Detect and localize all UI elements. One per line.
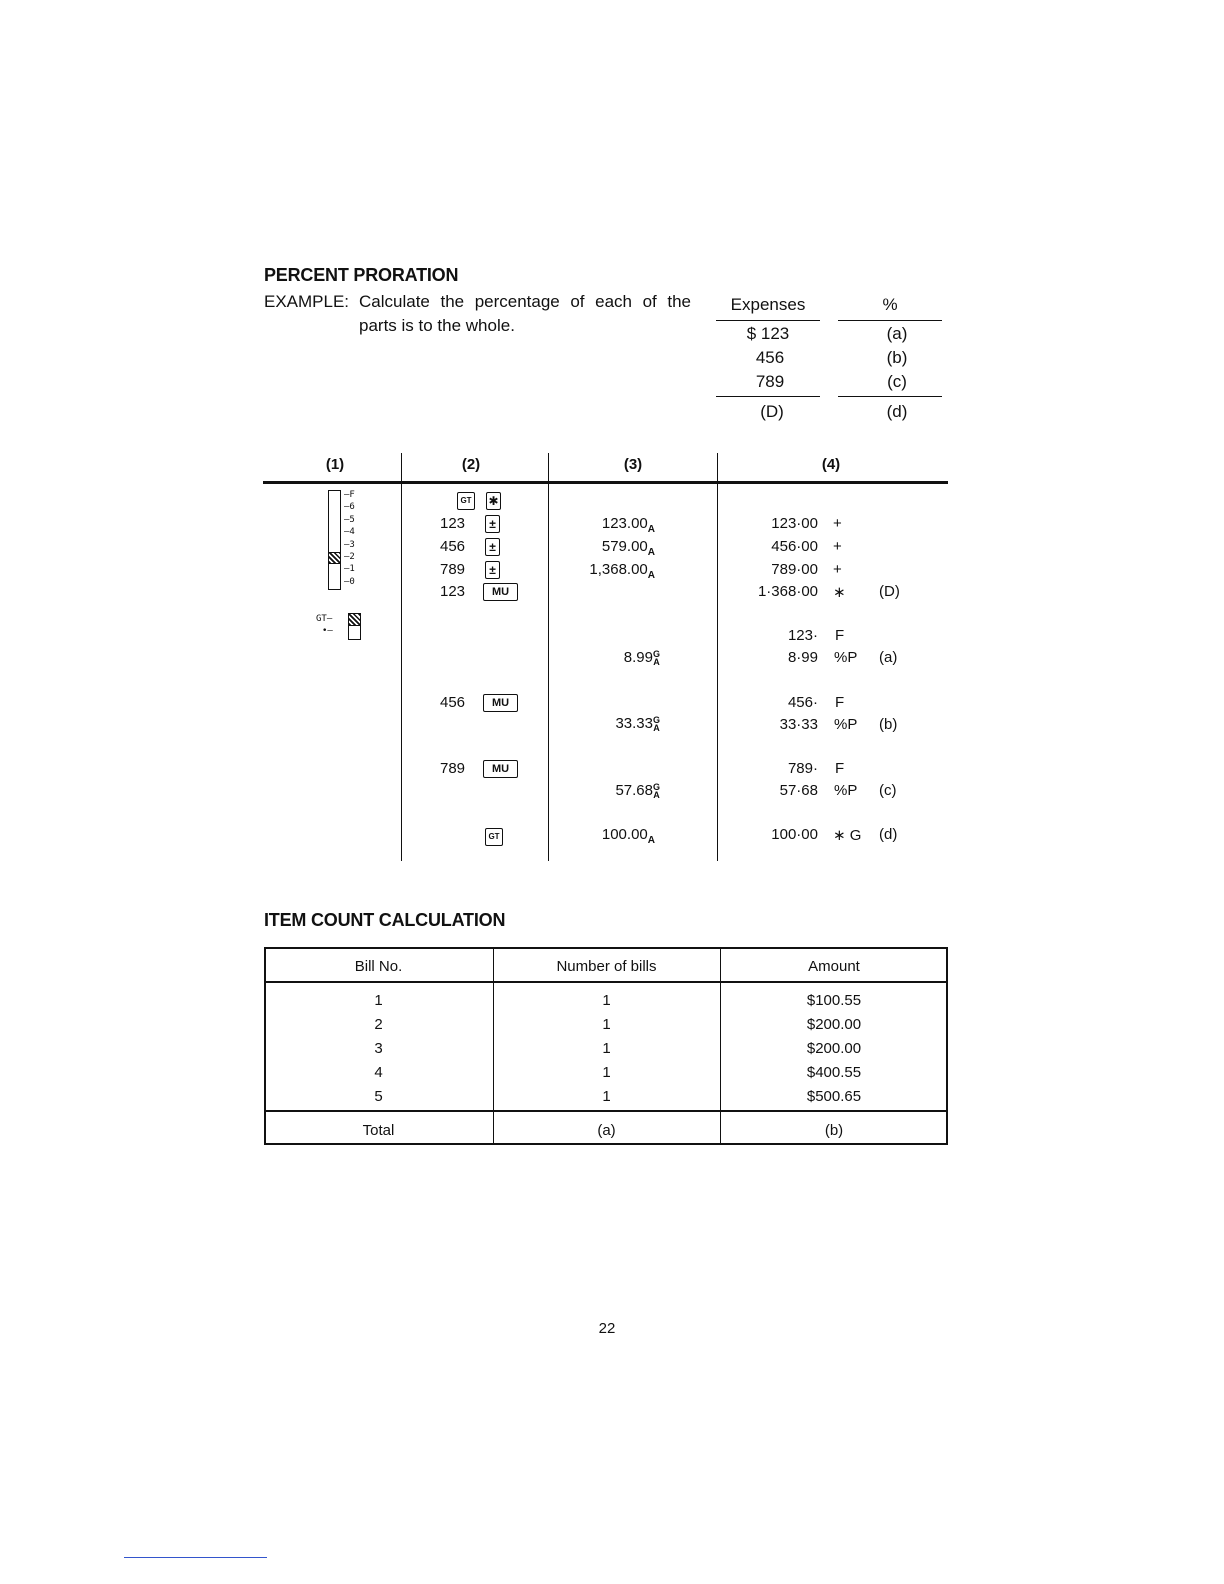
tape-symbol: F — [835, 694, 845, 711]
cell-number-of-bills: 1 — [602, 992, 611, 1009]
gt-switch-label: GT— — [316, 614, 333, 624]
selector-label: —6 — [344, 502, 355, 513]
example-label: EXAMPLE: — [264, 292, 350, 311]
selector-label: —3 — [344, 539, 355, 550]
display-flag-a: A — [653, 790, 660, 801]
selector-knob[interactable] — [328, 552, 341, 564]
gt-switch-knob[interactable] — [348, 613, 361, 626]
tape-note: (b) — [879, 716, 898, 733]
tape-value: 123·00 — [771, 515, 818, 532]
col-header-3: (3) — [623, 456, 643, 473]
table-header-number-of-bills: Number of bills — [556, 958, 657, 975]
cell-total-amount: (b) — [824, 1122, 844, 1139]
plus-minus-key[interactable]: ± — [485, 561, 500, 579]
gt-key[interactable]: GT — [485, 828, 503, 846]
entry-number: 456 — [440, 538, 466, 555]
gt-switch-label: •— — [322, 626, 333, 636]
tape-symbol: + — [833, 515, 842, 532]
entry-number: 123 — [440, 583, 466, 600]
entry-number: 789 — [440, 760, 466, 777]
selector-track — [328, 490, 341, 590]
mu-key[interactable]: MU — [483, 694, 518, 712]
plus-minus-key[interactable]: ± — [485, 538, 500, 556]
footnote-rule — [124, 1557, 267, 1558]
tape-symbol: %P — [834, 649, 858, 666]
expenses-total-rule — [716, 396, 820, 397]
cell-bill-no: 2 — [374, 1016, 383, 1033]
display-flag-a: A — [653, 657, 660, 668]
entry-number: 789 — [440, 561, 466, 578]
cell-total-count: (a) — [597, 1122, 616, 1139]
expense-value: $ 123 — [746, 324, 790, 343]
table-header-bill-no: Bill No. — [354, 958, 403, 975]
display-value: $123.00_A$ — [601, 515, 655, 535]
display-value: 57.68G A — [615, 782, 660, 801]
cell-bill-no: 3 — [374, 1040, 383, 1057]
tape-symbol: %P — [834, 716, 858, 733]
tape-value: 100·00 — [771, 826, 818, 843]
tape-symbol: ∗ — [833, 584, 846, 601]
display-flag-g: G — [652, 649, 660, 660]
selector-label: —F — [344, 490, 355, 500]
tape-symbol: ∗ G — [833, 827, 862, 844]
cell-bill-no: 1 — [374, 992, 383, 1009]
tape-value: 8·99 — [787, 649, 818, 666]
entry-number: 123 — [440, 515, 466, 532]
display-flag-g: G — [652, 715, 660, 726]
mu-key[interactable]: MU — [483, 583, 518, 601]
tape-value: 789· — [787, 760, 818, 777]
cell-amount: $200.00 — [806, 1016, 862, 1033]
tape-symbol: + — [833, 561, 842, 578]
tape-note: (d) — [879, 826, 898, 843]
expense-value: 789 — [755, 372, 785, 391]
tape-value: 33·33 — [779, 716, 818, 733]
tape-symbol: + — [833, 538, 842, 555]
cell-total-label: Total — [362, 1122, 395, 1139]
display-flag-a: A — [653, 723, 660, 734]
cell-number-of-bills: 1 — [602, 1016, 611, 1033]
table-header-amount: Amount — [808, 958, 860, 975]
col-header-1: (1) — [325, 456, 345, 473]
display-value: $579.00_A$ — [601, 538, 655, 558]
cell-number-of-bills: 1 — [602, 1064, 611, 1081]
percent-value: (b) — [886, 348, 908, 367]
tape-symbol: F — [835, 760, 845, 777]
gt-key[interactable]: GT — [457, 492, 475, 510]
display-value: $100.00_A$ — [601, 826, 655, 846]
column-divider — [717, 453, 718, 861]
selector-labels — [344, 489, 355, 588]
section-title-item-count: ITEM COUNT CALCULATION — [264, 910, 506, 930]
selector-label: —5 — [344, 514, 355, 525]
entry-number: 456 — [440, 694, 466, 711]
selector-label: —1 — [344, 564, 355, 575]
selector-label: —4 — [344, 527, 355, 538]
selector-label: —2 — [344, 552, 355, 563]
display-value: 33.33G A — [615, 715, 660, 734]
tape-value: 456· — [787, 694, 818, 711]
tape-note: (c) — [879, 782, 897, 799]
column-divider — [548, 453, 549, 861]
col-header-4: (4) — [821, 456, 841, 473]
expenses-header-rule — [716, 320, 820, 321]
tape-value: 1·368·00 — [757, 583, 818, 600]
display-flag-a: A — [647, 570, 655, 581]
percent-header-rule — [838, 320, 942, 321]
page-number: 22 — [598, 1320, 616, 1337]
tape-symbol: F — [835, 627, 845, 644]
display-value: $1,368.00_A$ — [589, 561, 655, 581]
expense-total: (D) — [760, 402, 784, 421]
column-divider — [401, 453, 402, 861]
display-flag-a: A — [647, 547, 655, 558]
percent-total-rule — [838, 396, 942, 397]
tape-symbol: %P — [834, 782, 858, 799]
display-flag-a: A — [647, 524, 655, 535]
mu-key[interactable]: MU — [483, 760, 518, 778]
example-text-line2: parts is to the whole. — [359, 316, 515, 335]
selector-label: —0 — [344, 576, 355, 587]
procedure-header-rule — [263, 481, 948, 484]
cell-number-of-bills: 1 — [602, 1040, 611, 1057]
cell-bill-no: 5 — [374, 1088, 383, 1105]
cell-number-of-bills: 1 — [602, 1088, 611, 1105]
cell-amount: $400.55 — [806, 1064, 862, 1081]
tape-note: (D) — [879, 583, 900, 600]
table-header-rule — [264, 981, 948, 983]
expenses-header: Expenses — [730, 295, 806, 314]
tape-value: 123· — [787, 627, 818, 644]
plus-minus-key[interactable]: ± — [485, 515, 500, 533]
table-total-rule — [264, 1110, 948, 1112]
percent-value: (a) — [886, 324, 908, 343]
expense-value: 456 — [755, 348, 785, 367]
section-title-percent-proration: PERCENT PRORATION — [264, 265, 459, 285]
cell-amount: $500.65 — [806, 1088, 862, 1105]
display-flag-a: A — [647, 835, 655, 846]
cell-amount: $100.55 — [806, 992, 862, 1009]
percent-value: (c) — [887, 372, 907, 391]
cell-amount: $200.00 — [806, 1040, 862, 1057]
tape-value: 456·00 — [771, 538, 818, 555]
example-text-line1: Calculate the percentage of each of the — [359, 292, 691, 311]
tape-value: 789·00 — [771, 561, 818, 578]
percent-header: % — [882, 295, 898, 314]
tape-value: 57·68 — [779, 782, 818, 799]
star-key[interactable]: ✱ — [486, 492, 501, 510]
col-header-2: (2) — [461, 456, 481, 473]
cell-bill-no: 4 — [374, 1064, 383, 1081]
display-flag-g: G — [652, 782, 660, 793]
tape-note: (a) — [879, 649, 898, 666]
percent-total: (d) — [886, 402, 908, 421]
display-value: 8.99G A — [623, 649, 660, 668]
